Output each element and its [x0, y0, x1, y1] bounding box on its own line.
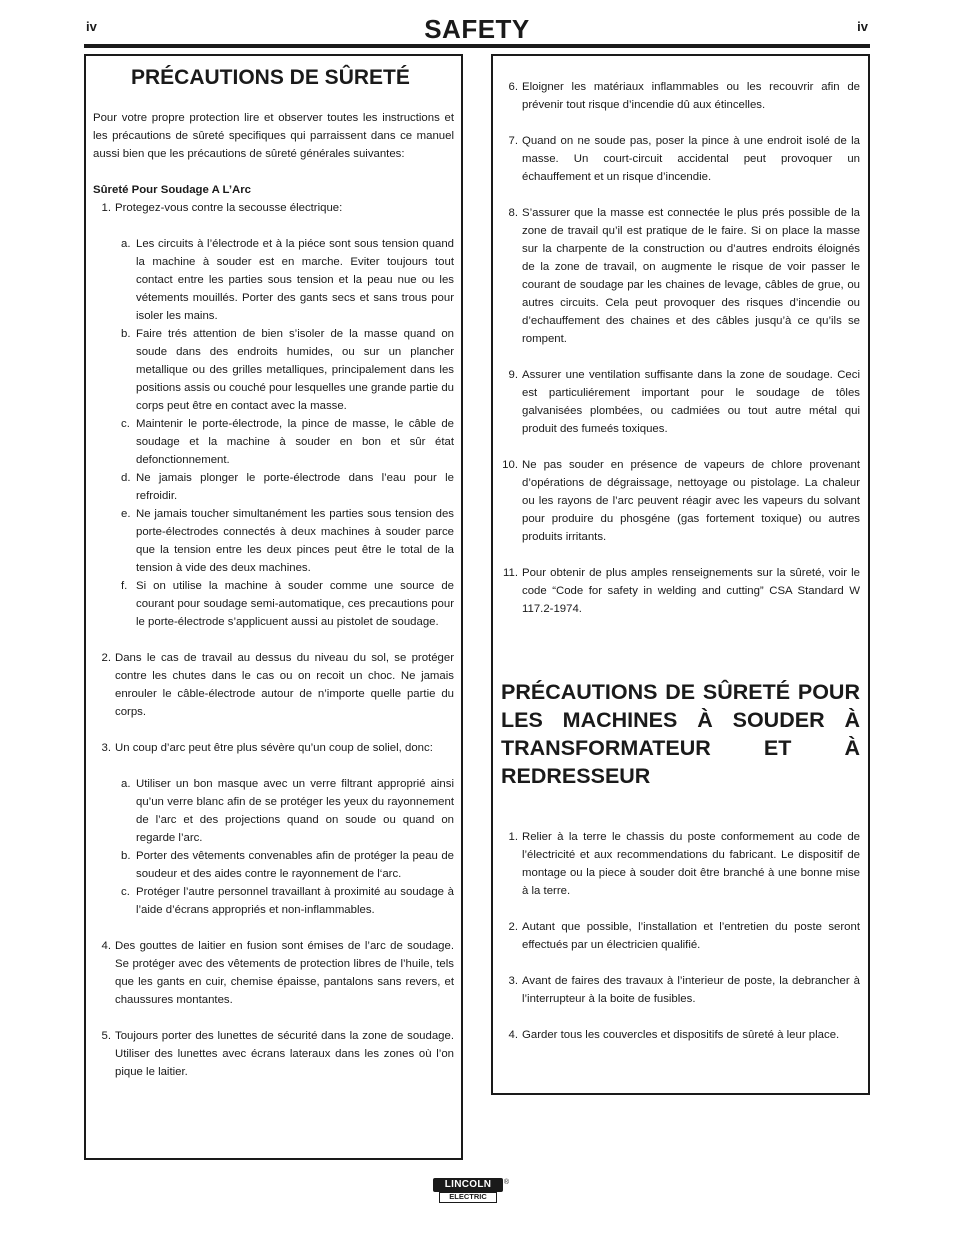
- item-text: Garder tous les couvercles et dispositifs de sûreté à leur place.: [522, 1029, 840, 1041]
- section-heading: PRÉCAUTIONS DE SÛRETÉ POUR LES MACHINES À SOUDER À TRANSFORMATEUR ET À REDRESSEUR: [501, 680, 860, 788]
- item-number: 4.: [101, 940, 111, 952]
- sub-letter: a.: [121, 238, 131, 250]
- item-number: 10.: [502, 459, 518, 471]
- item-number: 1.: [508, 831, 518, 843]
- header-rule: [84, 44, 870, 48]
- item-text: Dans le cas de travail au dessus du niveau du sol, se protéger contre les chutes dans le cas ou on recoit un choc. Ne jamais enrouler le câble-électrode autour de n’importe quelle partie du corps.: [115, 652, 454, 718]
- page-title: SAFETY: [424, 14, 530, 44]
- sub-item: [93, 325, 454, 415]
- sub-text: Utiliser un bon masque avec un verre filtrant approprié ainsi qu’un verre blanc afin de se protéger les yeux du rayonnement de l’arc et des projections quand on soude ou quand on regarde l’arc.: [136, 778, 454, 844]
- list-item: [501, 828, 860, 900]
- item-text: Avant de faires des travaux à l’interieur de poste, la debrancher à l’interrupteur à la boite de fusibles.: [522, 975, 860, 1005]
- item-text: Un coup d’arc peut être plus sévère qu’un coup de soliel, donc:: [115, 742, 433, 754]
- sub-text: Maintenir le porte-électrode, la pince de masse, le câble de soudage et la machine à souder en bon et sûr état defonctionnement.: [136, 418, 454, 466]
- sub-letter: c.: [121, 418, 130, 430]
- sub-text: Porter des vêtements convenables afin de protéger la peau de soudeur et des aides contre le rayonnement de l‘arc.: [136, 850, 454, 880]
- item-number: 3.: [101, 742, 111, 754]
- registered-mark: ®: [503, 1179, 509, 1186]
- lincoln-electric-logo: [433, 1178, 509, 1204]
- list-item: [501, 204, 860, 348]
- logo-top: LINCOLN: [433, 1178, 503, 1192]
- right-column: [491, 54, 870, 1095]
- item-text: S’assurer que la masse est connectée le plus prés possible de la zone de travail qu’il est pratique de le faire. Si on place la masse sur la charpente de la construction ou d’autres endroits éloignés de la zone de travail, on augmente le risque de voir passer le courant de soudage par les chaines de levage, câbles de grue, ou autres circuits. Cela peut provoquer des risques d’incendie ou d’echauffement des chaines et des câbles jusqu’à ce qu’ils se rompent.: [522, 207, 860, 345]
- sub-item: [93, 847, 454, 883]
- item-text: Des gouttes de laitier en fusion sont émises de l’arc de soudage. Se protéger avec des vêtements de protection libres de l’huile, tels que les gants en cuir, chemise épaisse, pantalons sans revers, et chaussures montantes.: [115, 940, 454, 1006]
- item-text: Ne pas souder en présence de vapeurs de chlore provenant d’opérations de dégraissage, nettoyage ou pistolage. La chaleur ou les rayons de l’arc peuvent réagir avec les vapeurs du solvant pour produire du phosgéne (gas fortement toxique) ou autres produits irritants.: [522, 459, 860, 543]
- item-number: 2.: [101, 652, 111, 664]
- sub-letter: d.: [121, 472, 131, 484]
- item-text: Toujours porter des lunettes de sécurité dans la zone de soudage. Utiliser des lunettes avec écrans lateraux dans les zones où l’on pique le laitier.: [115, 1030, 454, 1078]
- section-heading: PRÉCAUTIONS DE SÛRETÉ: [131, 66, 410, 89]
- item-number: 11.: [503, 567, 518, 579]
- item-text: Assurer une ventilation suffisante dans la zone de soudage. Ceci est particuliérement important pour le soudage de tôles galvanisées plombées, ou cadmiées ou tout autre métal qui produit des fumeés toxiques.: [522, 369, 860, 435]
- item-text: Relier à la terre le chassis du poste conformement au code de l’électricité et aux recommendations du fabricant. Le dispositif de montage ou la piece à souder doit être branché à une bonne mise à la terre.: [522, 831, 860, 897]
- list-item: [93, 739, 454, 757]
- sub-item: [93, 577, 454, 631]
- sub-item: [93, 469, 454, 505]
- list-item: [501, 918, 860, 954]
- sub-letter: b.: [121, 850, 131, 862]
- item-number: 4.: [508, 1029, 518, 1041]
- list-item: [93, 937, 454, 1009]
- item-text: Protegez-vous contre la secousse électrique:: [115, 202, 343, 214]
- sub-letter: e.: [121, 508, 131, 520]
- page-number-right: iv: [857, 19, 868, 34]
- sub-text: Si on utilise la machine à souder comme une source de courant pour soudage semi-automatique, ces precautions pour le porte-électrode s’applicuent aussi au pistolet de soudage.: [136, 580, 454, 628]
- list-item: [501, 972, 860, 1008]
- sub-text: Les circuits à l’électrode et à la piéce sont sous tension quand la machine à souder est en marche. Eviter toujours tout contact entre les parties sous tension et la peau nue ou les vétements mouillés. Porter des gants secs et sans trous pour isoler les mains.: [136, 238, 454, 322]
- item-number: 3.: [508, 975, 518, 987]
- sub-item: [93, 505, 454, 577]
- list-item: [501, 564, 860, 618]
- list-item: [93, 1027, 454, 1081]
- sub-letter: f.: [121, 580, 128, 592]
- page-number-left: iv: [86, 19, 97, 34]
- list-item: [93, 199, 454, 217]
- sub-letter: b.: [121, 328, 131, 340]
- sub-letter: c.: [121, 886, 130, 898]
- list-item: [501, 366, 860, 438]
- item-number: 1.: [101, 202, 111, 214]
- left-column: [84, 54, 463, 1160]
- sub-item: [93, 883, 454, 919]
- list-item: [501, 456, 860, 546]
- item-number: 2.: [508, 921, 518, 933]
- logo-bottom: ELECTRIC: [439, 1192, 497, 1203]
- list-item: [501, 78, 860, 114]
- intro-paragraph: Pour votre propre protection lire et observer toutes les instructions et les précautions de sûreté specifiques qui parraissent dans ce manuel aussi bien que les précautions de sûreté générales suivantes:: [93, 112, 454, 160]
- item-number: 8.: [508, 207, 518, 219]
- item-number: 7.: [508, 135, 518, 147]
- list-item: [501, 132, 860, 186]
- sub-text: Ne jamais plonger le porte-électrode dans l’eau pour le refroidir.: [136, 472, 454, 502]
- sub-item: [93, 235, 454, 325]
- sub-item: [93, 415, 454, 469]
- list-item: [93, 649, 454, 721]
- item-text: Eloigner les matériaux inflammables ou les recouvrir afin de prévenir tout risque d’incendie dû aux étincelles.: [522, 81, 860, 111]
- sub-text: Faire trés attention de bien s’isoler de la masse quand on soude dans des endroits humides, ou sur un plancher metallique ou des grilles metalliques, principalement dans les positions assis ou couché pour lesquelles une grande partie du corps peut être en contact avec la masse.: [136, 328, 454, 412]
- subheading: Sûreté Pour Soudage A L’Arc: [93, 184, 252, 196]
- item-number: 6.: [508, 81, 518, 93]
- item-text: Quand on ne soude pas, poser la pince à une endroit isolé de la masse. Un court-circuit accidental peut provoquer un échauffement et un risque d’incendie.: [522, 135, 860, 183]
- sub-item: [93, 775, 454, 847]
- item-number: 9.: [508, 369, 518, 381]
- sub-text: Ne jamais toucher simultanément les parties sous tension des porte-électrodes connectés à deux machines à souder parce que la tension entre les deux pinces peut être le total de la tension à vide des deux machines.: [136, 508, 454, 574]
- item-text: Pour obtenir de plus amples renseignements sur la sûreté, voir le code “Code for safety in welding and cutting” CSA Standard W 117.2-1974.: [522, 567, 860, 615]
- list-item: [501, 1026, 860, 1044]
- item-text: Autant que possible, l’installation et l’entretien du poste seront effectués par un électricien qualifié.: [522, 921, 860, 951]
- item-number: 5.: [101, 1030, 111, 1042]
- sub-letter: a.: [121, 778, 131, 790]
- sub-text: Protéger l’autre personnel travaillant à proximité au soudage à l’aide d’écrans appropriés et non-inflammables.: [136, 886, 454, 916]
